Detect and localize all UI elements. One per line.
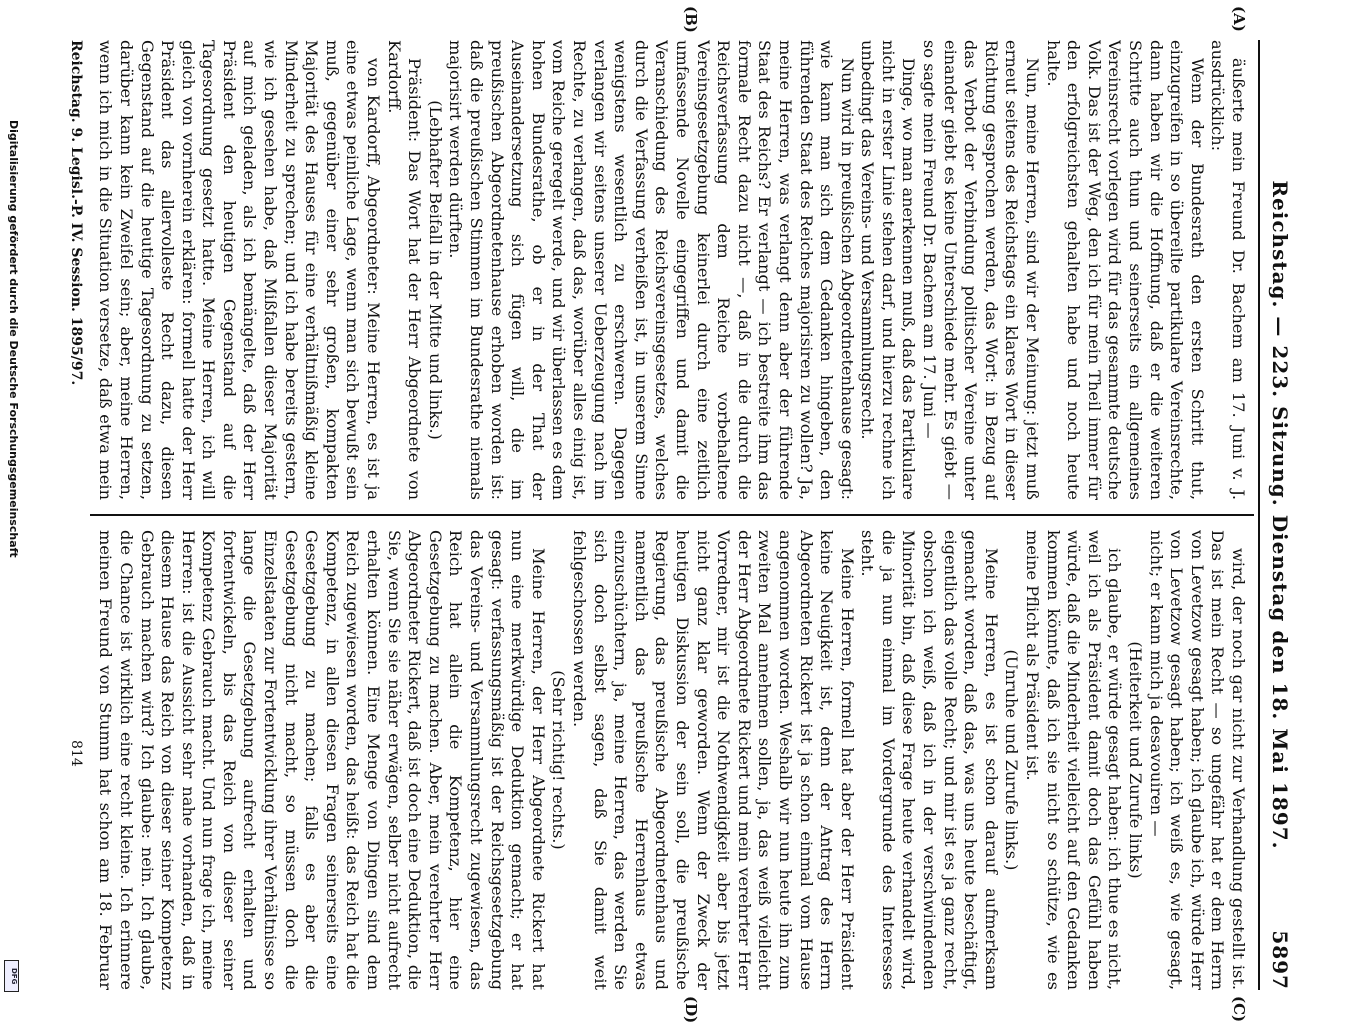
left-column-paragraph: (Lebhafter Beifall in der Mitte und links.): [425, 100, 445, 440]
left-column-paragraph: äußerte mein Freund Dr. Bachem am 17. Juni v. J. ausdrücklich:: [1208, 40, 1248, 500]
margin-mark-b: (B): [682, 6, 700, 33]
header-title: Reichstag. — 223. Sitzung. Dienstag den 18. Mai 1897.: [1268, 180, 1292, 850]
right-column-paragraph: wird, der noch gar nicht zur Verhandlung gestellt ist. Das ist mein Recht — so ungefähr hat er dem Herrn von Levetzow gesagt haben; ich glaube ich, würde Herr von Levetzow gesagt haben; ich weiß es, wie gesagt, nicht; er kann mich ja desavouiren —: [1146, 530, 1248, 990]
margin-mark-c: (C): [1230, 996, 1248, 1023]
right-column-paragraph: (Heiterkeit und Zurufe links): [1126, 641, 1146, 879]
right-column-paragraph: (Sehr richtig! rechts.): [549, 670, 569, 850]
document-page: [60, 6, 1300, 1023]
right-column-paragraph: Meine Herren, formell hat aber der Herr Präsident keine Neuigkeit ist, denn der Antrag des Herrn Abgeordneten Rickert ist ja schon einmal vom Hause angenommen worden. Weshalb wir nun heute ihn zum zweiten Mal annehmen sollen, ja, das weiß vielleicht der Herr Abgeordnete Rickert und mein verehrter Herr Vorredner, mir ist die Nothwendigkeit aber bis jetzt nicht ganz klar geworden. Wenn der Zweck der heutigen Diskussion der sein soll, die preußische Regierung, das preußische Abgeordnetenhaus und namentlich das preußische Herrenhaus etwas einzuschüchtern, ja, meine Herren, das werden Sie sich doch selbst sagen, daß Sie damit weit fehlgeschossen werden.: [570, 530, 857, 990]
page-header: [1258, 40, 1300, 990]
margin-mark-a: (A): [1230, 6, 1248, 32]
right-column-paragraph: (Unruhe und Zurufe links.): [1002, 649, 1022, 871]
left-column-paragraph: Präsident: Das Wort hat der Herr Abgeordnete von Kardorff.: [384, 40, 425, 500]
dfg-logo: DFG: [4, 960, 19, 992]
left-column-paragraph: Nun wird in preußischen Abgeordnetenhause gesagt: wie kann man sich dem Gedanken hingeben, den führenden Staat des Reiches majorisiren zu wollen? Ja, meine Herren, was verlangt denn aber der führende Staat des Reichs? Er verlangt — ich bestreite ihm das formale Recht dazu nicht —, daß in die durch die Reichsverfassung dem Reiche vorbehaltene Vereinsgesetzgebung keinerlei durch eine zeitlich umfassende Novelle eingegriffen und damit die Veranschiedung des Reichsvereinsgesetzes, welches durch die Verfassung verheißen ist, in unserem Sinne wenigstens wesentlich zu erschweren. Dagegen verlangen wir seitens unserer Ueberzeugung nach im Rechte, zu verlangen, daß das, worüber alles einig ist, vom Reiche geregelt werde, und wir überlassen es dem hohen Bundesrathe, ob er in der That der Auseinandersetzung sich fügen will, die im preußischen Abgeordnetenhause erhoben worden ist: daß die preußischen Stimmen im Bundesrathe niemals majorisirt werden dürften.: [446, 40, 857, 500]
right-column-paragraph: Meine Herren, es ist schon darauf aufmerksam gemacht worden, daß das, was uns heute beschäftigt, eigentlich das volle Recht; und mir ist es ja ganz recht, obschon ich weiß, daß ich in der verschwindenden Minorität bin, daß diese Frage heute verhandelt wird, die ja nun einmal im Vordergrunde des Interesses steht.: [858, 530, 1001, 990]
right-column-paragraph: Meine Herren, der Herr Abgeordnete Rickert hat nun eine merkwürdige Deduktion gemacht; er hat gesagt: verfassungsmäßig ist der Reichsgesetzgebung das Vereins- und Versammlungsrecht zugewiesen, das Reich hat allein die Kompetenz, hier eine Gesetzgebung zu machen. Aber, mein verehrter Herr Abgeordneter Rickert, daß ist doch eine Deduktion, die Sie, wenn Sie sie näher erwägen, selber nicht aufrecht erhalten können. Eine Menge von Dingen sind dem Reich zugewiesen worden, das heißt: das Reich hat die Kompetenz, in allen diesen Fragen seinerseits eine Gesetzgebung zu machen; falls es aber die Gesetzgebung nicht macht, so müssen doch die Einzelstaaten zur Fortentwicklung ihrer Verhältnisse so lange die Gesetzgebung aufrecht erhalten und fortentwickeln, bis das Reich von dieser seiner Kompetenz Gebrauch macht. Und nun frage ich, meine Herren: ist die Aussicht sehr nahe vorhanden, daß in diesem Hause das Reich von dieser seiner Kompetenz Gebrauch machen wird? Ich glaube: nein. Ich glaube, die Chance ist wirklich eine recht kleine. Ich erinnere meinen Freund von Stumm hat schon am 18. Februar: [96, 530, 548, 990]
digitization-credit: [4, 120, 20, 1000]
left-column-paragraph: Nun, meine Herren, sind wir der Meinung: jetzt muß erneut seitens des Reichstags ein klares Wort in dieser Richtung gesprochen werden, das Wort: in Bezug auf das Verbot der Verbindung politischer Vereine unter einander giebt es keine Unterschiede mehr. Es giebt — so sagte mein Freund Dr. Bachem am 17. Juni —: [920, 40, 1043, 500]
digitization-credit-text: Digitalisierung gefördert durch die Deutsche Forschungsgemeinschaft: [7, 120, 20, 558]
left-column: [94, 40, 1248, 500]
column-divider: [90, 514, 1254, 516]
footer-page-number: 814: [68, 740, 84, 767]
page-number: 5897: [1268, 930, 1292, 990]
margin-mark-d: (D): [682, 996, 700, 1023]
footer-source: Reichstag. 9. Legisl.-P. IV. Session. 1895/97.: [68, 40, 84, 386]
right-column-paragraph: ich glaube, er würde gesagt haben: ich thue es nicht, weil ich als Präsident damit doch das Gefühl haben würde, daß die Minderheit vielleicht auf den Gedanken kommen könnte, daß ich sie nicht so schütze, wie es meine Pflicht als Präsident ist.: [1023, 530, 1125, 990]
right-column: [94, 530, 1248, 990]
left-column-paragraph: Dinge, wo man anerkennen muß, daß das Partikulare nicht in erster Linie stehen darf, und hierzu rechne ich unbedingt das Vereins- und Versammlungsrecht.: [858, 40, 919, 500]
left-column-paragraph: von Kardorff, Abgeordneter: Meine Herren, es ist ja eine etwas peinliche Lage, wenn man sich bewußt sein muß, gegenüber einer sehr großen, kompakten Majorität des Hauses für eine verhältnißmäßig kleine Minderheit zu sprechen; und ich habe bereits gestern, wie ich gesehen habe, daß Mißfallen dieser Majorität auf mich geladen, als ich bemängelte, daß der Herr Präsident den heutigen Gegenstand auf die Tagesordnung gesetzt hatte. Meine Herren, ich will gleich von vornherein erklären: formell hatte der Herr Präsident das allervolleste Recht dazu, diesen Gegenstand auf die heutige Tagesordnung zu setzen, darüber kann kein Zweifel sein; aber, meine Herren, wenn ich mich in die Situation versetze, daß etwa mein: [96, 40, 384, 500]
left-column-paragraph: Wenn der Bundesrath den ersten Schritt thut, einzugreifen in so übereilte partikulare Vereinsrechte, dann haben wir die Hoffnung, daß er die weiteren Schritte auch thun und seinerseits ein allgemeines Vereinsrecht vorlegen wird für das gesammte deutsche Volk. Das ist der Weg, den ich für mein Theil immer für den erfolgreichsten gehalten habe und noch heute halte.: [1043, 40, 1207, 500]
